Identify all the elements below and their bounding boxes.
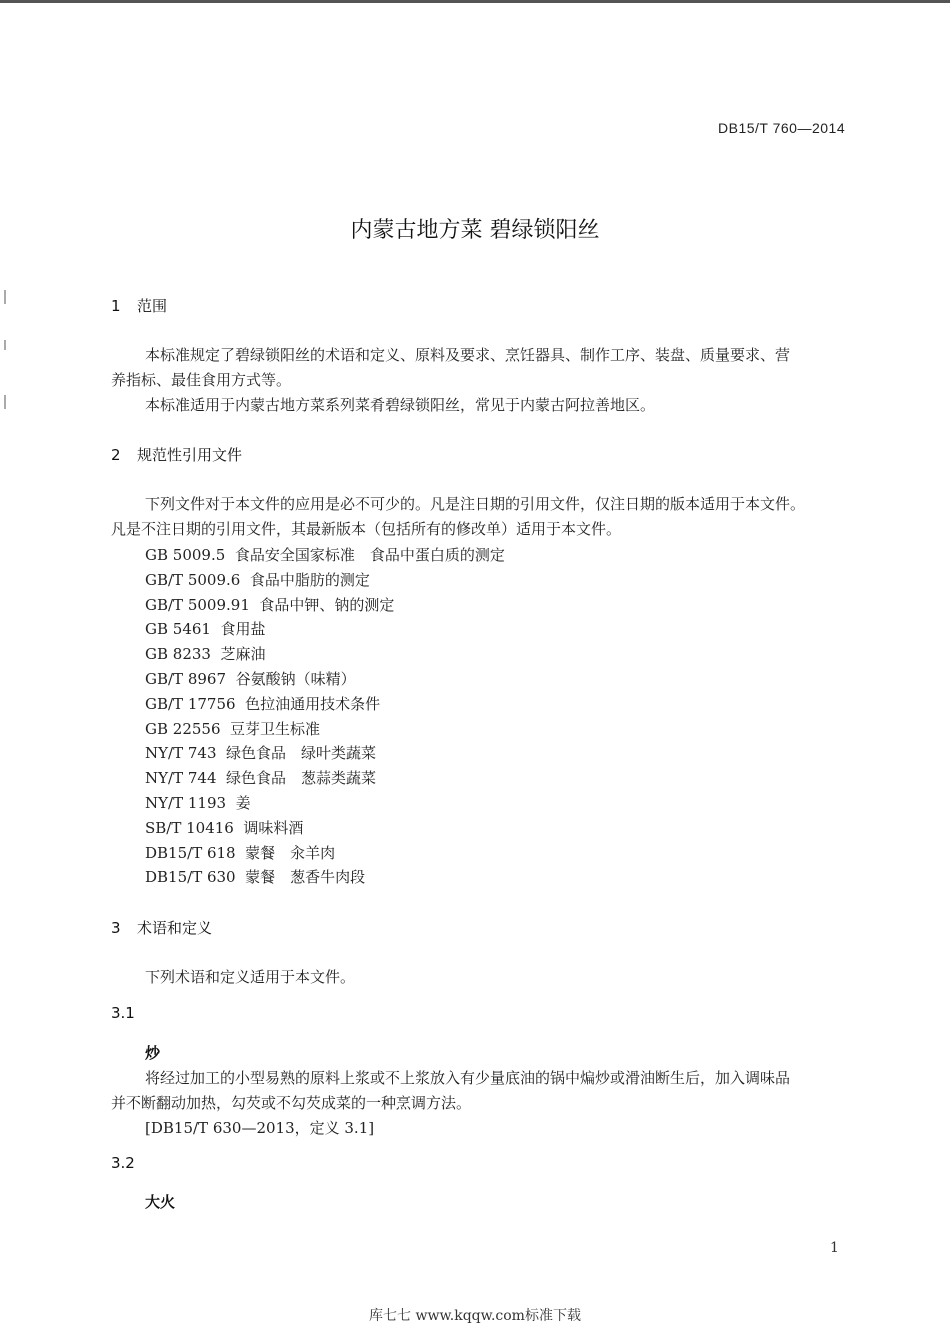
term-3-1-title: 炒 xyxy=(145,1044,161,1062)
reference-code: NY/T 743 xyxy=(145,744,217,763)
reference-item xyxy=(145,842,335,863)
document-title: 内蒙古地方菜 碧绿锁阳丝 xyxy=(350,218,600,243)
reference-spacer xyxy=(236,868,246,886)
reference-spacer xyxy=(226,670,236,688)
section-1-heading xyxy=(111,295,167,316)
reference-code: GB 22556 xyxy=(145,719,221,738)
section-title: 范围 xyxy=(137,297,168,315)
section-3-heading xyxy=(111,917,212,938)
scan-mark xyxy=(4,290,6,304)
section-2-heading xyxy=(111,444,242,465)
reference-spacer xyxy=(250,596,260,614)
term-3-1-source: [DB15/T 630—2013，定义 3.1] xyxy=(145,1119,375,1137)
references-intro-line-2: 凡是不注日期的引用文件，其最新版本（包括所有的修改单）适用于本文件。 xyxy=(111,520,622,538)
reference-item xyxy=(145,817,303,838)
reference-item xyxy=(145,643,266,664)
reference-item xyxy=(145,693,380,714)
reference-spacer xyxy=(225,546,235,564)
reference-spacer xyxy=(236,844,246,862)
scope-paragraph-line-2: 养指标、最佳食用方式等。 xyxy=(111,371,292,389)
reference-title: 绿色食品 葱蒜类蔬菜 xyxy=(226,769,377,788)
reference-title: 豆芽卫生标准 xyxy=(230,719,321,738)
reference-item xyxy=(145,569,370,590)
reference-spacer xyxy=(211,645,221,663)
section-title: 术语和定义 xyxy=(137,919,213,937)
reference-item xyxy=(145,792,251,813)
reference-spacer xyxy=(216,769,226,787)
reference-spacer xyxy=(226,794,236,812)
reference-code: SB/T 10416 xyxy=(145,818,234,837)
reference-title: 色拉油通用技术条件 xyxy=(245,694,381,713)
section-title: 规范性引用文件 xyxy=(137,446,243,464)
reference-code: GB 5009.5 xyxy=(145,546,226,564)
reference-item xyxy=(145,594,394,615)
scan-mark xyxy=(4,395,6,409)
section-number: 1 xyxy=(111,297,121,315)
section-number: 2 xyxy=(111,446,121,464)
reference-spacer xyxy=(240,571,250,589)
footer-watermark: 库七七 www.kqqw.com标准下载 xyxy=(369,1308,581,1324)
reference-code: GB/T 8967 xyxy=(145,670,227,688)
reference-code: GB 8233 xyxy=(145,645,211,664)
reference-spacer xyxy=(234,819,244,837)
reference-item xyxy=(145,742,376,763)
reference-spacer xyxy=(236,695,246,713)
reference-item xyxy=(145,544,505,565)
terms-intro: 下列术语和定义适用于本文件。 xyxy=(145,968,356,986)
reference-title: 蒙餐 汆羊肉 xyxy=(245,843,336,862)
reference-spacer xyxy=(211,620,221,638)
reference-title: 调味料酒 xyxy=(243,818,304,837)
reference-code: GB/T 17756 xyxy=(145,694,236,713)
reference-code: DB15/T 630 xyxy=(145,868,236,887)
reference-code: GB/T 5009.6 xyxy=(145,570,241,589)
reference-code: GB 5461 xyxy=(145,620,211,639)
standard-code: DB15/T 760—2014 xyxy=(718,120,846,136)
reference-item xyxy=(145,767,376,788)
reference-item xyxy=(145,618,266,639)
page-number: 1 xyxy=(830,1240,839,1256)
reference-title: 蒙餐 葱香牛肉段 xyxy=(245,868,366,887)
scan-mark xyxy=(4,340,6,350)
reference-title: 绿色食品 绿叶类蔬菜 xyxy=(226,744,377,763)
term-3-1-definition-line-1: 将经过加工的小型易熟的原料上浆或不上浆放入有少量底油的锅中煸炒或滑油断生后，加入调味品 xyxy=(145,1069,791,1087)
reference-title: 食品中脂肪的测定 xyxy=(249,570,370,589)
term-3-1-definition-line-2: 并不断翻动加热，勾芡或不勾芡成菜的一种烹调方法。 xyxy=(111,1094,472,1112)
term-3-1-number: 3.1 xyxy=(111,1004,135,1022)
reference-title: 谷氨酸钠（味精） xyxy=(235,670,356,688)
scope-paragraph-line-1: 本标准规定了碧绿锁阳丝的术语和定义、原料及要求、烹饪器具、制作工序、装盘、质量要求、营 xyxy=(145,346,791,364)
reference-code: DB15/T 618 xyxy=(145,843,236,862)
reference-title: 姜 xyxy=(235,794,251,812)
reference-item xyxy=(145,718,320,739)
reference-title: 芝麻油 xyxy=(220,645,266,664)
reference-title: 食品安全国家标准 食品中蛋白质的测定 xyxy=(234,546,505,564)
reference-spacer xyxy=(221,720,231,738)
reference-item xyxy=(145,866,365,887)
section-number: 3 xyxy=(111,919,121,937)
term-3-2-title: 大火 xyxy=(145,1193,176,1211)
reference-title: 食用盐 xyxy=(220,620,266,639)
reference-item xyxy=(145,668,356,689)
reference-code: NY/T 744 xyxy=(145,769,217,788)
reference-spacer xyxy=(216,744,226,762)
scope-paragraph-2: 本标准适用于内蒙古地方菜系列菜肴碧绿锁阳丝，常见于内蒙古阿拉善地区。 xyxy=(145,396,656,414)
references-intro-line-1: 下列文件对于本文件的应用是必不可少的。凡是注日期的引用文件，仅注日期的版本适用于本文件。 xyxy=(145,495,806,513)
reference-code: GB/T 5009.91 xyxy=(145,595,250,614)
top-border xyxy=(0,0,950,3)
term-3-2-number: 3.2 xyxy=(111,1154,135,1172)
reference-code: NY/T 1193 xyxy=(145,794,227,812)
reference-title: 食品中钾、钠的测定 xyxy=(259,595,395,614)
